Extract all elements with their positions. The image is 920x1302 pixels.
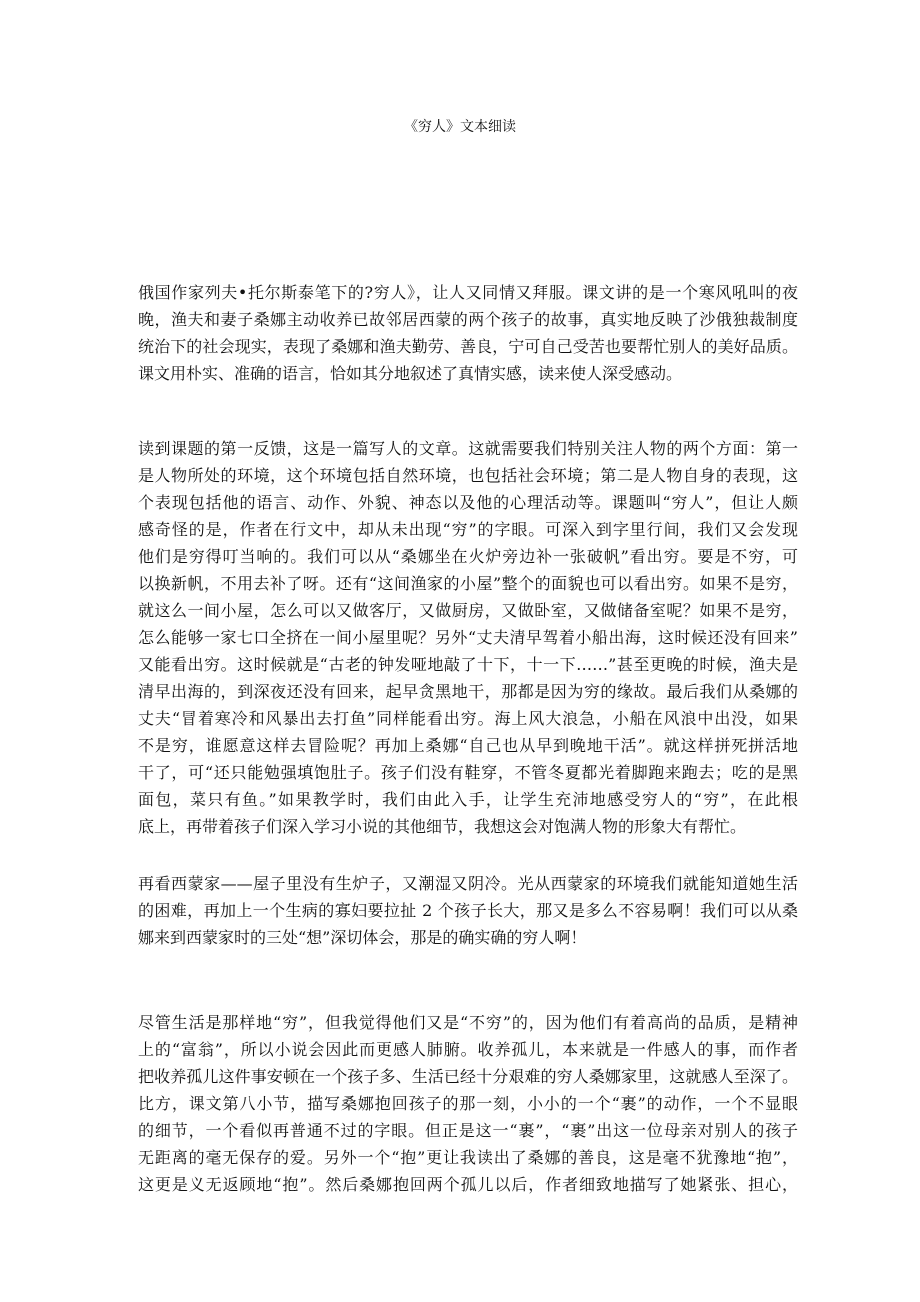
text-line: 干了，可“还只能勉强填饱肚子。孩子们没有鞋穿，不管冬夏都光着脚跑来跑去；吃的是黑 [138, 763, 798, 782]
text-line: 这更是义无返顾地“抱”。然后桑娜抱回两个孤儿以后，作者细致地描写了她紧张、担心， [138, 1175, 798, 1194]
text-line: 怎么能够一家七口全挤在一间小屋里呢？另外“丈夫清早驾着小船出海，这时候还没有回来” [138, 628, 798, 647]
document-title: 《穷人》文本细读 [404, 119, 516, 135]
text-line: 读到课题的第一反馈，这是一篇写人的文章。这就需要我们特别关注人物的两个方面：第一 [138, 439, 798, 458]
text-line: 再看西蒙家——屋子里没有生炉子，又潮湿又阴冷。光从西蒙家的环境我们就能知道她生活 [138, 874, 798, 893]
text-line: 俄国作家列夫•托尔斯泰笔下的?穷人》，让人又同情又拜服。课文讲的是一个寒风吼叫的夜 [138, 283, 798, 302]
text-line: 无距离的毫无保存的爱。另外一个“抱”更让我读出了桑娜的善良，这是毫不犹豫地“抱”， [138, 1148, 798, 1167]
text-line: 比方，课文第八小节，描写桑娜抱回孩子的那一刻，小小的一个“裹”的动作，一个不显眼 [138, 1094, 798, 1113]
text-line: 个表现包括他的语言、动作、外貌、神态以及他的心理活动等。课题叫“穷人”，但让人颇 [138, 493, 798, 512]
text-line: 又能看出穷。这时候就是“古老的钟发哑地敲了十下，十一下……”甚至更晚的时候，渔夫是 [138, 655, 798, 674]
paragraph-intro [138, 279, 798, 387]
text-line: 清早出海的，到深夜还没有回来，起早贪黑地干，那都是因为穷的缘故。最后我们从桑娜的 [138, 682, 798, 701]
text-line: 晚，渔夫和妻子桑娜主动收养已故邻居西蒙的两个孩子的故事，真实地反映了沙俄独裁制度 [138, 310, 798, 329]
paragraph-noble-character [138, 1009, 798, 1198]
text-line: 的困难，再加上一个生病的寡妇要拉扯 2 个孩子长大，那又是多么不容易啊！我们可以从桑 [138, 901, 798, 920]
text-line: 底上，再带着孩子们深入学习小说的其他细节，我想这会对饱满人物的形象大有帮忙。 [138, 817, 747, 836]
text-line: 的细节，一个看似再普通不过的字眼。但正是这一“裹”，“裹”出这一位母亲对别人的孩子 [138, 1121, 798, 1140]
text-line: 他们是穷得叮当响的。我们可以从“桑娜坐在火炉旁边补一张破帆”看出穷。要是不穷，可 [138, 547, 798, 566]
text-line: 丈夫“冒着寒冷和风暴出去打鱼”同样能看出穷。海上风大浪急，小船在风浪中出没，如果 [138, 709, 798, 728]
text-line: 感奇怪的是，作者在行文中，却从未出现“穷”的字眼。可深入到字里行间，我们又会发现 [138, 520, 798, 539]
text-line: 尽管生活是那样地“穷”，但我觉得他们又是“不穷”的，因为他们有着高尚的品质，是精神 [138, 1013, 798, 1032]
text-line: 娜来到西蒙家时的三处“想”深切体会，那是的确实确的穷人啊！ [138, 928, 587, 947]
text-line: 统治下的社会现实，表现了桑娜和渔夫勤劳、善良，宁可自己受苦也要帮忙别人的美好品质。 [138, 337, 798, 356]
text-line: 不是穷，谁愿意这样去冒险呢？再加上桑娜“自己也从早到晚地干活”。就这样拼死拼活地 [138, 736, 798, 755]
text-line: 是人物所处的环境，这个环境包括自然环境，也包括社会环境；第二是人物自身的表现，这 [138, 466, 798, 485]
text-line: 课文用朴实、准确的语言，恰如其分地叙述了真情实感，读来使人深受感动。 [138, 364, 683, 383]
text-line: 面包，菜只有鱼。”如果教学时，我们由此入手，让学生充沛地感受穷人的“穷”，在此根 [138, 790, 798, 809]
text-line: 以换新帆，不用去补了呀。还有“这间渔家的小屋”整个的面貌也可以看出穷。如果不是穷， [138, 574, 798, 593]
text-line: 上的“富翁”，所以小说会因此而更感人肺腑。收养孤儿，本来就是一件感人的事，而作者 [138, 1040, 798, 1059]
paragraph-simon-family [138, 870, 798, 951]
text-line: 就这么一间小屋，怎么可以又做客厅，又做厨房，又做卧室，又做储备室呢？如果不是穷， [138, 601, 798, 620]
paragraph-poverty-analysis [138, 435, 798, 840]
text-line: 把收养孤儿这件事安顿在一个孩子多、生活已经十分艰难的穷人桑娜家里，这就感人至深了。 [138, 1067, 798, 1086]
